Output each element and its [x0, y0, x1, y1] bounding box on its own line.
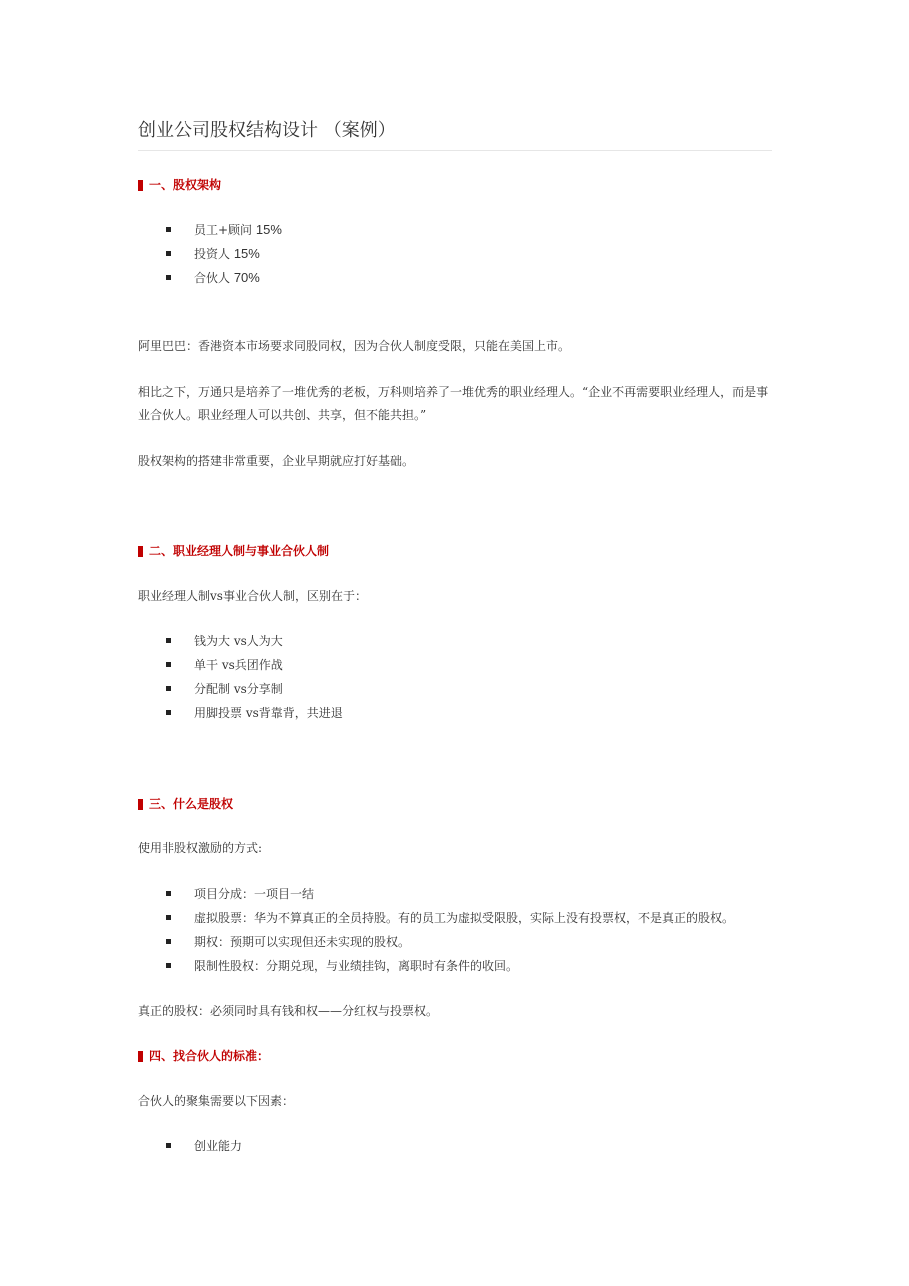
list-item-text: 钱为大 vs人为大 [194, 634, 283, 648]
section-heading-2 [138, 543, 329, 559]
list-item-text: 项目分成：一项目一结 [194, 887, 315, 901]
paragraph: 相比之下，万通只是培养了一堆优秀的老板，万科则培养了一堆优秀的职业经理人。“企业不再需要职业经理人，而是事业合伙人。职业经理人可以共创、共享，但不能共担。” [138, 385, 769, 422]
paragraph: 职业经理人制vs事业合伙人制，区别在于： [138, 589, 367, 603]
list-item-label: 员工+顾问 [194, 223, 256, 237]
square-bullet-icon [166, 275, 171, 280]
square-bullet-icon [166, 686, 171, 691]
heading-marker-icon [138, 180, 143, 191]
list-item [166, 653, 343, 677]
list-item-text: 虚拟股票：华为不算真正的全员持股。有的员工为虚拟受限股，实际上没有投票权，不是真正的股权。 [194, 911, 735, 925]
list-item-text: 单干 vs兵团作战 [194, 658, 283, 672]
list-item-text: 期权：预期可以实现但还未实现的股权。 [194, 935, 411, 949]
heading-marker-icon [138, 546, 143, 557]
document-title: 创业公司股权结构设计 （案例） [138, 120, 396, 141]
paragraph: 合伙人的聚集需要以下因素： [138, 1094, 295, 1108]
section-heading-1-text: 一、股权架构 [149, 178, 222, 192]
list-item [166, 242, 282, 266]
list-item [166, 266, 282, 290]
list-item-label: 投资人 [194, 247, 234, 261]
heading-marker-icon [138, 799, 143, 810]
list-item-text: 用脚投票 vs背靠背，共进退 [194, 706, 343, 720]
list-item-text: 创业能力 [194, 1139, 243, 1153]
list-item [166, 882, 734, 906]
square-bullet-icon [166, 251, 171, 256]
list-item-text: 限制性股权：分期兑现，与业绩挂钩，离职时有条件的收回。 [194, 959, 519, 973]
equity-structure-list [166, 218, 282, 290]
square-bullet-icon [166, 638, 171, 643]
non-equity-incentive-list [166, 882, 734, 978]
list-item [166, 906, 734, 930]
paragraph: 股权架构的搭建非常重要，企业早期就应打好基础。 [138, 454, 415, 468]
square-bullet-icon [166, 1143, 171, 1148]
list-item [166, 1134, 242, 1158]
list-item [166, 930, 734, 954]
list-item-value: 15% [255, 222, 282, 237]
square-bullet-icon [166, 963, 171, 968]
list-item [166, 629, 343, 653]
list-item [166, 677, 343, 701]
title-divider [138, 150, 772, 151]
section-heading-1 [138, 177, 221, 193]
list-item [166, 954, 734, 978]
square-bullet-icon [166, 662, 171, 667]
paragraph: 真正的股权：必须同时具有钱和权——分红权与投票权。 [138, 1004, 439, 1018]
section-heading-3 [138, 796, 233, 812]
list-item-text: 分配制 vs分享制 [194, 682, 283, 696]
section-heading-4 [138, 1048, 269, 1064]
list-item [166, 218, 282, 242]
section-heading-3-text: 三、什么是股权 [149, 797, 234, 811]
list-item-value: 15% [233, 246, 260, 261]
section-heading-2-text: 二、职业经理人制与事业合伙人制 [149, 544, 330, 558]
paragraph: 使用非股权激励的方式: [138, 841, 263, 855]
section-heading-4-text: 四、找合伙人的标准： [149, 1049, 270, 1063]
paragraph: 阿里巴巴：香港资本市场要求同股同权，因为合伙人制度受限，只能在美国上市。 [138, 339, 571, 353]
square-bullet-icon [166, 891, 171, 896]
square-bullet-icon [166, 939, 171, 944]
square-bullet-icon [166, 915, 171, 920]
list-item-value: 70% [233, 270, 260, 285]
heading-marker-icon [138, 1051, 143, 1062]
square-bullet-icon [166, 710, 171, 715]
comparison-list [166, 629, 343, 725]
list-item-label: 合伙人 [194, 271, 234, 285]
partner-criteria-list [166, 1134, 242, 1158]
square-bullet-icon [166, 227, 171, 232]
list-item [166, 701, 343, 725]
